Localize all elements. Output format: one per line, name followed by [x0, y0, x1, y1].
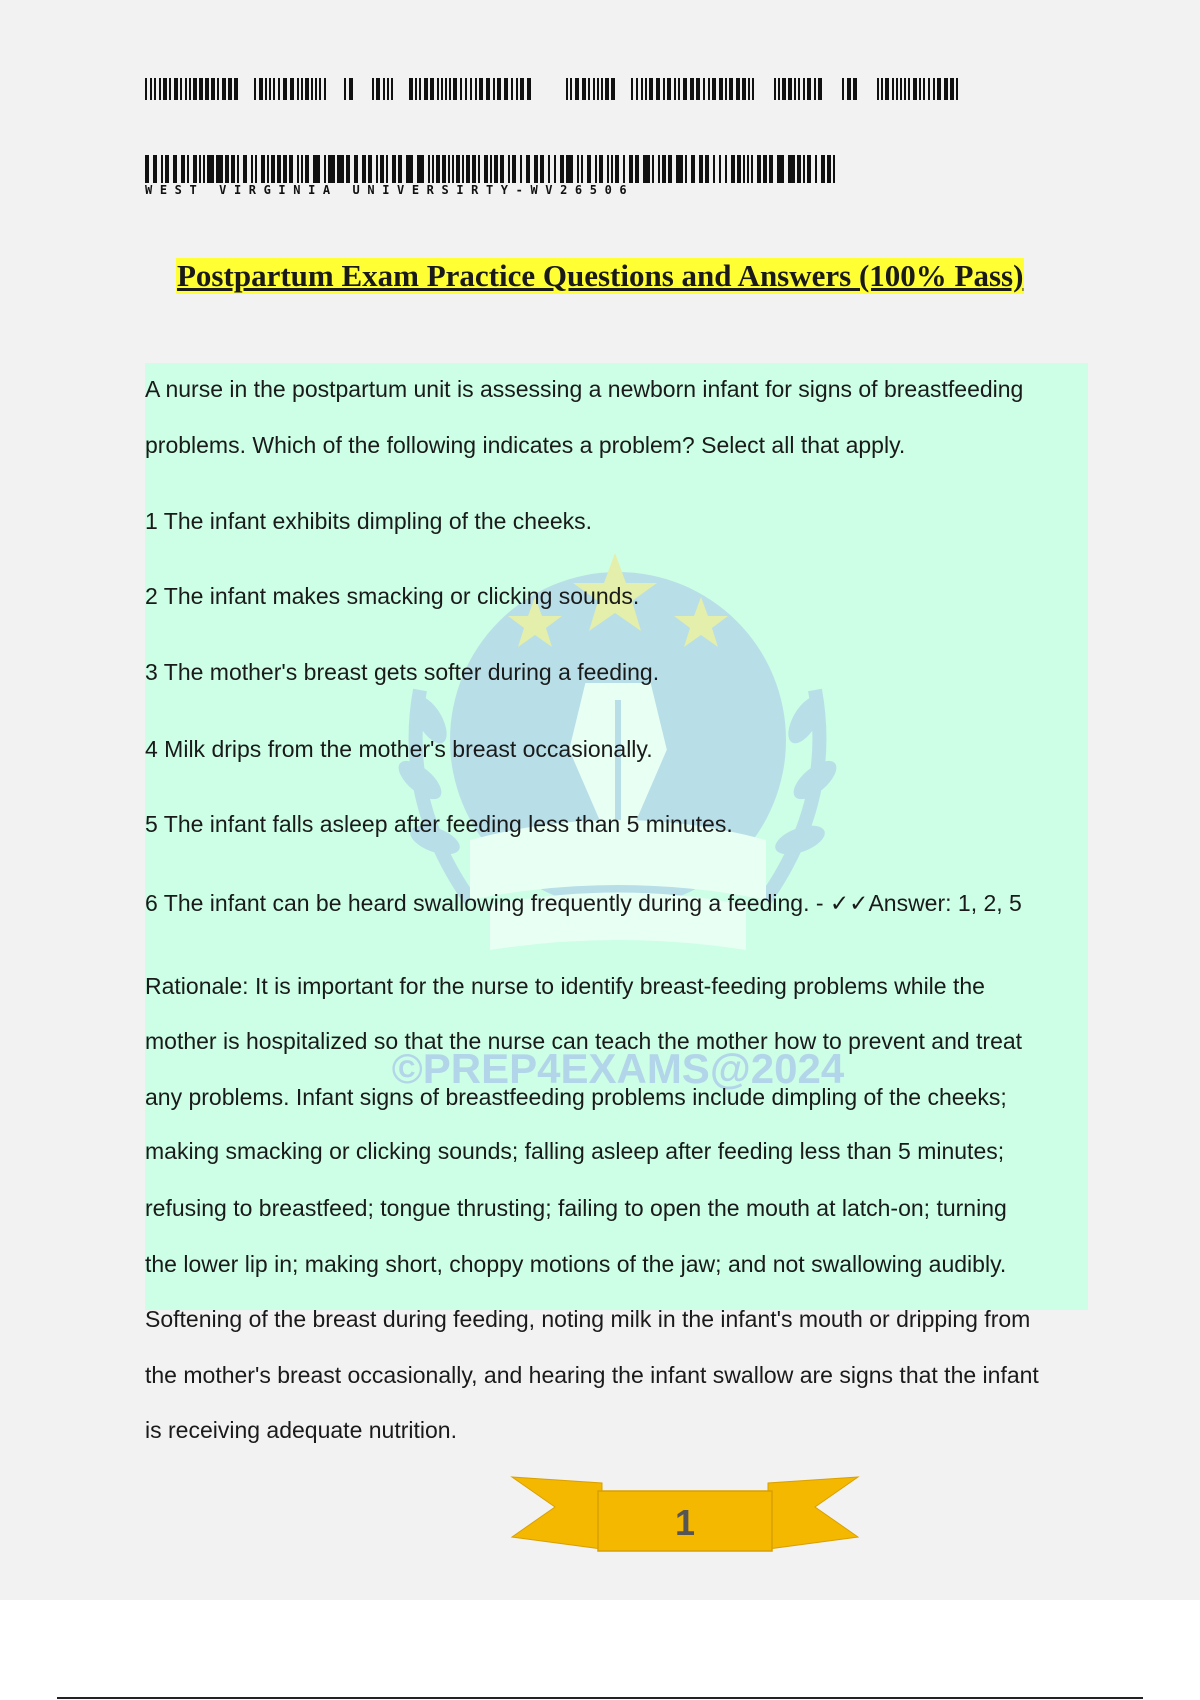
page-number: 1 [674, 1502, 696, 1543]
footer-divider [57, 1697, 1143, 1699]
rationale-line: any problems. Infant signs of breastfeeding problems include dimpling of the cheeks; [145, 1084, 1007, 1110]
question-stem-line: problems. Which of the following indicates a problem? Select all that apply. [145, 432, 906, 458]
page-number-ribbon [510, 1475, 860, 1560]
rationale-line: the mother's breast occasionally, and hearing the infant swallow are signs that the infant [145, 1362, 1039, 1388]
rationale-line: refusing to breastfeed; tongue thrusting; failing to open the mouth at latch-on; turning [145, 1195, 1007, 1221]
rationale-line: making smacking or clicking sounds; falling asleep after feeding less than 5 minutes; [145, 1138, 1005, 1164]
rationale-line: mother is hospitalized so that the nurse can teach the mother how to prevent and treat [145, 1028, 1023, 1054]
answer-option-with-answer: 6 The infant can be heard swallowing frequently during a feeding. - ✓✓Answer: 1, 2, 5 [145, 890, 1022, 916]
answer-option: 2 The infant makes smacking or clicking sounds. [145, 583, 640, 609]
university-barcode-caption: WEST VIRGINIA UNIVERSIRTY-WV26506 [145, 183, 838, 197]
rationale-line: Softening of the breast during feeding, noting milk in the infant's mouth or dripping from [145, 1306, 1031, 1332]
rationale-line: Rationale: It is important for the nurse to identify breast-feeding problems while the [145, 973, 985, 999]
watermark-text: ©PREP4EXAMS@2024 [391, 1045, 845, 1092]
rationale-line: is receiving adequate nutrition. [145, 1417, 457, 1443]
answer-option: 3 The mother's breast gets softer during a feeding. [145, 659, 660, 685]
answer-option: 1 The infant exhibits dimpling of the cheeks. [145, 508, 593, 534]
document-title: Postpartum Exam Practice Questions and Answers (100% Pass) [177, 258, 1024, 293]
question-stem-line: A nurse in the postpartum unit is assessing a newborn infant for signs of breastfeeding [145, 376, 1024, 402]
answer-option: 5 The infant falls asleep after feeding less than 5 minutes. [145, 811, 733, 837]
rationale-line: the lower lip in; making short, choppy motions of the jaw; and not swallowing audibly. [145, 1251, 1007, 1277]
answer-option: 4 Milk drips from the mother's breast occasionally. [145, 736, 653, 762]
